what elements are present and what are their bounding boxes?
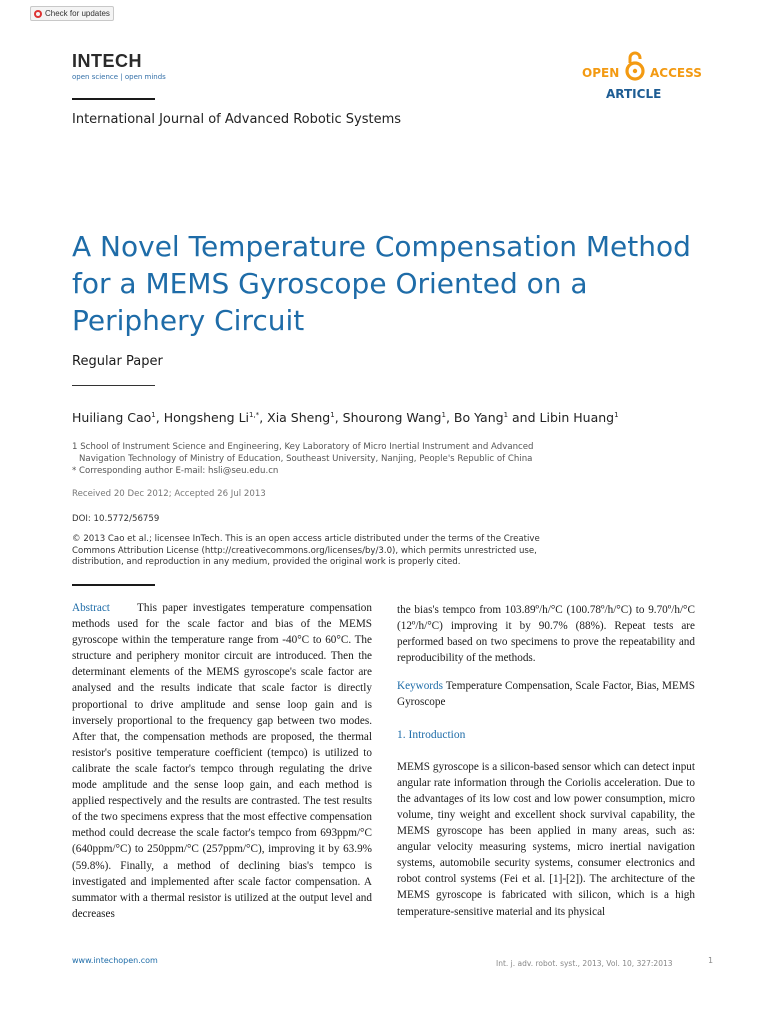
footer-citation: Int. j. adv. robot. syst., 2013, Vol. 10, 327:2013: [496, 959, 673, 968]
header-divider: [72, 584, 155, 586]
left-column: [72, 600, 372, 922]
open-access-badge: [578, 48, 702, 108]
journal-name: International Journal of Advanced Robotic Systems: [72, 112, 402, 127]
corresponding-author[interactable]: * Corresponding author E-mail: hsli@seu.edu.cn: [72, 466, 279, 476]
publisher-tagline: open science | open minds: [72, 73, 166, 81]
license-statement: [72, 534, 632, 569]
publisher-logo: [72, 52, 166, 81]
footer-url[interactable]: www.intechopen.com: [72, 956, 158, 965]
affiliation-line: 1 School of Instrument Science and Engineering, Key Laboratory of Micro Inertial Instrument and Advanced: [72, 442, 534, 452]
publisher-name: INTECH: [72, 51, 142, 71]
open-label: OPEN: [582, 66, 620, 80]
license-line: distribution, and reproduction in any medium, provided the original work is properly cited.: [72, 557, 461, 567]
affiliation: [72, 441, 712, 477]
paper-type: Regular Paper: [72, 354, 163, 369]
author-list: Huiliang Cao$^1$, Hongsheng $Li^{1,*}$, Xia Sheng$^1$, Shourong Wang$^1$, Bo Yang$^1$ and Libin Huang$^1$: [72, 410, 619, 425]
logo-divider: [72, 98, 155, 100]
license-line: Commons Attribution License (http://creativecommons.org/licenses/by/3.0), which permits unrestricted use,: [72, 545, 537, 556]
check-for-updates-badge[interactable]: [30, 6, 114, 21]
open-lock-icon: [624, 50, 646, 82]
author: Libin Huang$^1$: [539, 410, 619, 425]
abstract: [72, 600, 372, 922]
abstract-continued: the bias's tempco from 103.89º/h/°C (100.78º/h/°C) to 9.70º/h/°C (12º/h/°C) improving it by 90.7% (88%). Repeat tests are performed based on two specimens to prove the repeatability and reproducibility of the methods.: [397, 604, 695, 665]
abstract-text: This paper investigates temperature compensation methods used for the scale factor and bias of the MEMS gyroscope within the temperature range from -40°C to 60°C. The structure and periphery monitor circuit are introduced. Then the determinant elements of the MEMS gyroscope's scale factor are analysed and the results indicate that scale factor is directly proportional to drive amplitude and sense loop gain and is inversely proportional to the frequency gap between two modes. After that, the compensation methods are proposed, the thermal resistor's positive temperature coefficient (tempco) is utilized to calibrate the scale factor's tempco through regulating the drive mode amplitude and the sense loop gain, and each method is applied respectively and the results are contrasted. The test results of the two specimens express that the most effective compensation method could decrease the scale factor's tempco from 693ppm/°C (640ppm/°C) to 250ppm/°C (257ppm/°C), improving it by 63.9% (59.8%). Finally, a method of declining bias's tempco is investigated and implemented after scale factor compensation. A summator with a thermal resistor is utilized at the output level and decreases: [72, 602, 372, 920]
article-label: ARTICLE: [606, 87, 662, 101]
keywords: [397, 678, 695, 710]
update-icon: [34, 10, 42, 18]
paper-title: A Novel Temperature Compensation Method for a MEMS Gyroscope Oriented on a Periphery Circuit: [72, 230, 691, 337]
author: Bo Yang$^1$: [453, 410, 509, 425]
keywords-text: Temperature Compensation, Scale Factor, Bias, MEMS Gyroscope: [397, 680, 695, 709]
author: Hongsheng $Li^{1,*}$: [163, 410, 260, 425]
section-heading-introduction: 1. Introduction: [397, 728, 466, 741]
introduction-text: MEMS gyroscope is a silicon-based sensor which can detect input angular rate information through the Coriolis acceleration. Due to the advantages of its low cost and low power consumption, micro volume, tiny weight and excellent shock survival capability, the MEMS gyroscope has been applied in many areas, such as: angular velocity measuring systems, micro inertial navigation systems, automobile security systems, consumer electronics and robot control systems (Fei et al. [1]-[2]). The architecture of the MEMS gyroscope is fabricated with silicon, which is a high temperature-sensitive material and its physical: [397, 760, 695, 918]
author: Huiliang Cao$^1$: [72, 410, 156, 425]
author: Shourong Wang$^1$: [342, 410, 446, 425]
page-number: 1: [708, 956, 714, 965]
abstract-heading: Abstract: [72, 602, 110, 614]
right-column: [397, 602, 695, 920]
received-accepted-dates: Received 20 Dec 2012; Accepted 26 Jul 2013: [72, 489, 266, 499]
title-divider: [72, 385, 155, 386]
check-for-updates-label: Check for updates: [45, 9, 110, 18]
access-label: ACCESS: [650, 66, 702, 80]
authors-conjunction: and: [512, 410, 536, 425]
doi[interactable]: DOI: 10.5772/56759: [72, 514, 160, 524]
author: Xia Sheng$^1$: [267, 410, 335, 425]
keywords-heading: Keywords: [397, 680, 443, 693]
affiliation-line: Navigation Technology of Ministry of Education, Southeast University, Nanjing, People's Republic of China: [79, 454, 533, 464]
license-line: © 2013 Cao et al.; licensee InTech. This is an open access article distributed under the terms of the Creative: [72, 534, 540, 544]
